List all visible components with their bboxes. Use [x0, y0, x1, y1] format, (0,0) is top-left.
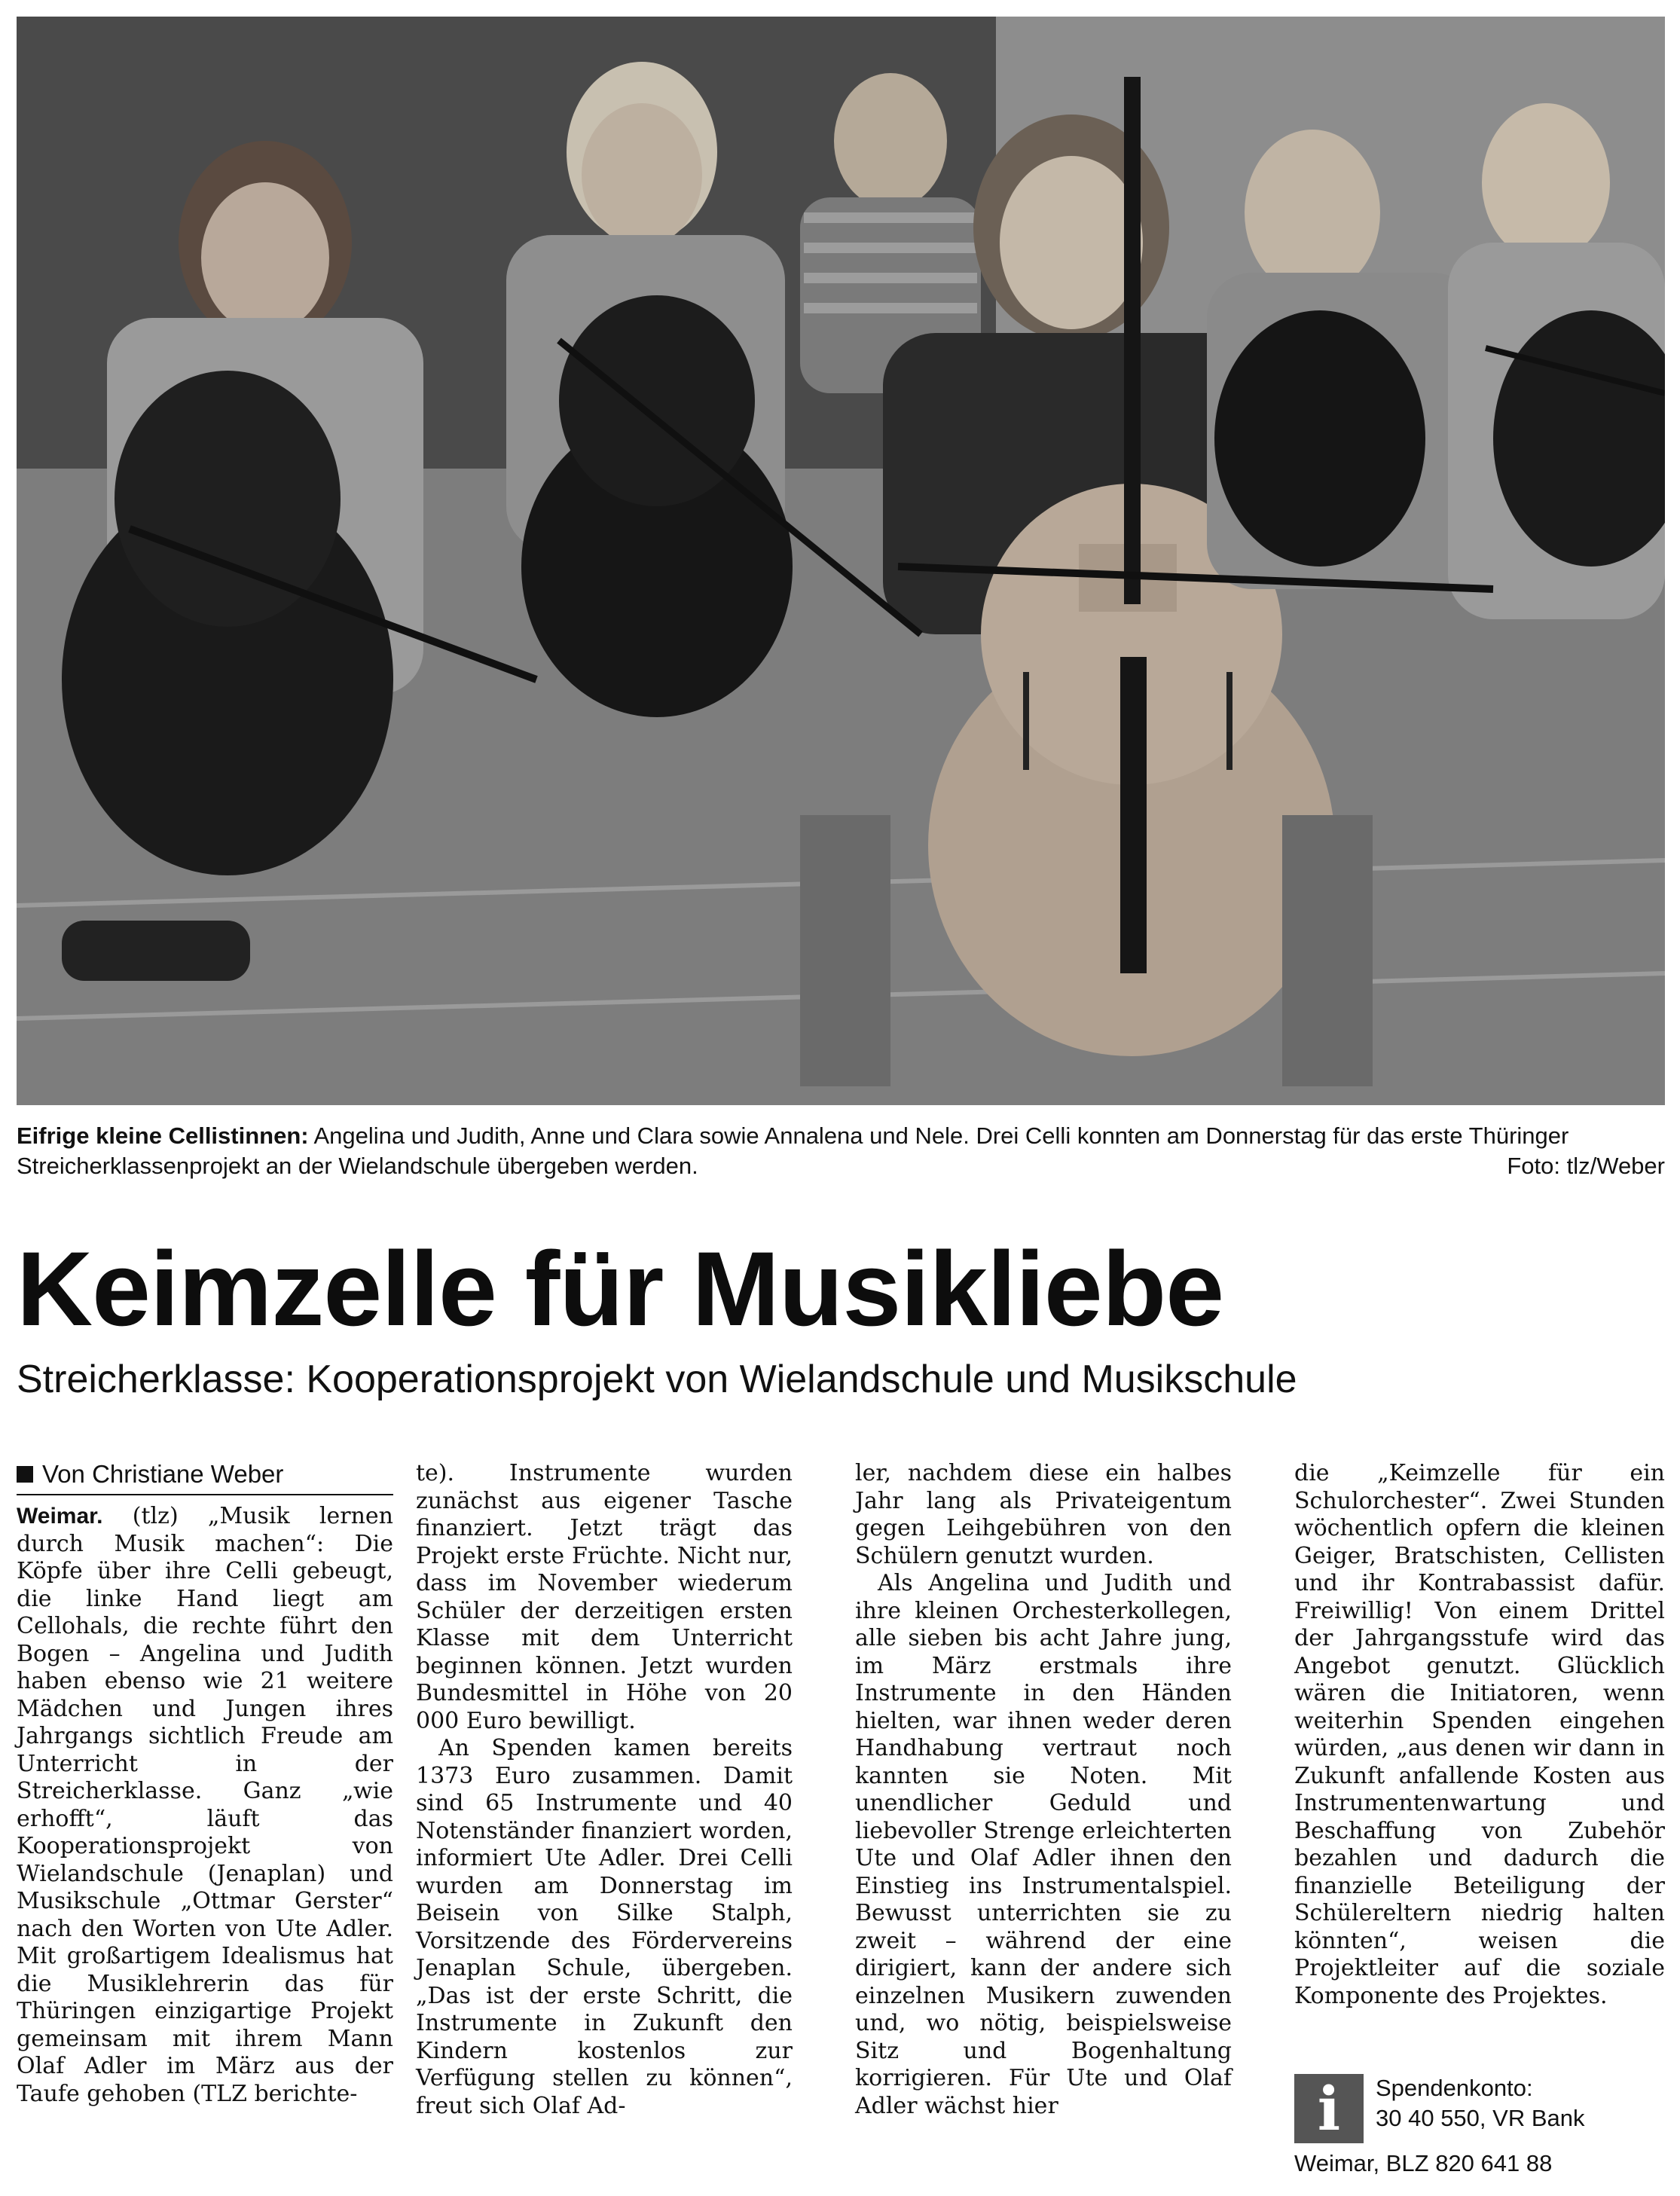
byline-square-icon — [17, 1466, 33, 1483]
headline: Keimzelle für Musikliebe — [17, 1229, 1224, 1348]
caption-text: Angelina und Judith, Anne und Clara sowie Annalena und Nele. Drei Celli konnten am Donnerstag für das erste Thüringer Streicherklassenprojekt an der Wielandschule übergeben werden. — [17, 1122, 1569, 1179]
info-icon: i — [1294, 2074, 1364, 2143]
donation-info-box — [1294, 2068, 1665, 2188]
subheadline: Streicherklasse: Kooperationsprojekt von Wielandschule und Musikschule — [17, 1358, 1297, 1401]
donation-account: 30 40 550, VR Bank — [1376, 2105, 1585, 2131]
article-column-1 — [17, 1503, 393, 2108]
donation-bank-code: Weimar, BLZ 820 641 88 — [1294, 2150, 1553, 2176]
article-column-3 — [855, 1460, 1232, 2120]
column-2-paragraph-1: te). Instrumente wurden zunächst aus eigener Tasche finanziert. Jetzt trägt das Projekt erste Früchte. Nicht nur, dass im November wiederum Schüler der derzeitigen ersten Klasse mit dem Unterricht beginnen können. Jetzt wurden Bundesmittel in Höhe von 20 000 Euro bewilligt. — [416, 1460, 793, 1734]
donation-label: Spendenkonto: — [1376, 2075, 1533, 2101]
article-column-2 — [416, 1460, 793, 2120]
column-3-paragraph-1: ler, nachdem diese ein halbes Jahr lang als Privateigentum gegen Leihgebühren von den Schülern genutzt wurden. — [855, 1460, 1232, 1569]
column-2-paragraph-2: An Spenden kamen bereits 1373 Euro zusammen. Damit sind 65 Instrumente und 40 Notenständer finanziert worden, informiert Ute Adler. Drei Celli wurden am Donnerstag im Beisein von Silke Stalph, Vorsitzende des Fördervereins Jenaplan Schule, übergeben. „Das ist der erste Schritt, die Instrumente in Zukunft den Kindern kostenlos zur Verfügung stellen zu können“, freut sich Olaf Ad- — [416, 1735, 793, 2119]
article-photo — [17, 17, 1665, 1105]
dateline: Weimar. — [17, 1504, 103, 1529]
cellists-photo — [17, 17, 1665, 1105]
byline-author: Von Christiane Weber — [42, 1460, 284, 1488]
photo-credit: Foto: tlz/Weber — [1507, 1153, 1665, 1179]
article-column-4 — [1294, 1460, 1665, 2010]
column-4-paragraph: die „Keimzelle für ein Schulorchester“. Zwei Stunden wöchentlich opfern die kleinen Geiger, Bratschisten, Cellisten und ihr Kontrabassist dafür. Freiwillig! Von einem Drittel der Jahrgangsstufe wird das Angebot genutzt. Glücklich wären die Initiatoren, wenn weiterhin Spenden eingehen würden, „aus denen wir dann in Zukunft anfallende Kosten aus Instrumentenwartung und Beschaffung von Zubehör bezahlen und dadurch die finanzielle Beteiligung der Schülereltern niedrig halten könnten“, weisen die Projektleiter auf die soziale Komponente des Projektes. — [1294, 1460, 1665, 2009]
column-3-paragraph-2: Als Angelina und Judith und ihre kleinen Orchesterkollegen, alle sieben bis acht Jahre jung, im März erstmals ihre Instrumente in den Händen hielten, war ihnen weder deren Handhabung vertraut noch kannten sie Noten. Mit unendlicher Geduld und liebevoller Strenge erleichterten Ute und Olaf Adler ihnen den Einstieg ins Instrumentalspiel. Bewusst unterrichten sie zu zweit – während der eine dirigiert, kann der andere sich einzelnen Musikern zuwenden und, wo nötig, beispielsweise Sitz und Bogenhaltung korrigieren. Für Ute und Olaf Adler wächst hier — [855, 1570, 1232, 2119]
column-1-text: (tlz) „Musik lernen durch Musik machen“: Die Köpfe über ihre Celli gebeugt, die linke Hand liegt am Cellohals, die rechte führt den Bogen – Angelina und Judith haben ebenso wie 21 weitere Mädchen und Jungen ihres Jahrgangs sichtlich Freude am Unterricht in der Streicherklasse. Ganz „wie erhofft“, läuft das Kooperationsprojekt von Wielandschule (Jenaplan) und Musikschule „Ottmar Gerster“ nach den Worten von Ute Adler. Mit großartigem Idealismus hat die Musiklehrerin das für Thüringen einzigartige Projekt gemeinsam mit ihrem Mann Olaf Adler im März aus der Taufe gehoben (TLZ berichte- — [17, 1503, 393, 2107]
byline — [17, 1459, 393, 1495]
photo-caption — [17, 1121, 1665, 1181]
caption-lead: Eifrige kleine Cellistinnen: — [17, 1122, 309, 1149]
